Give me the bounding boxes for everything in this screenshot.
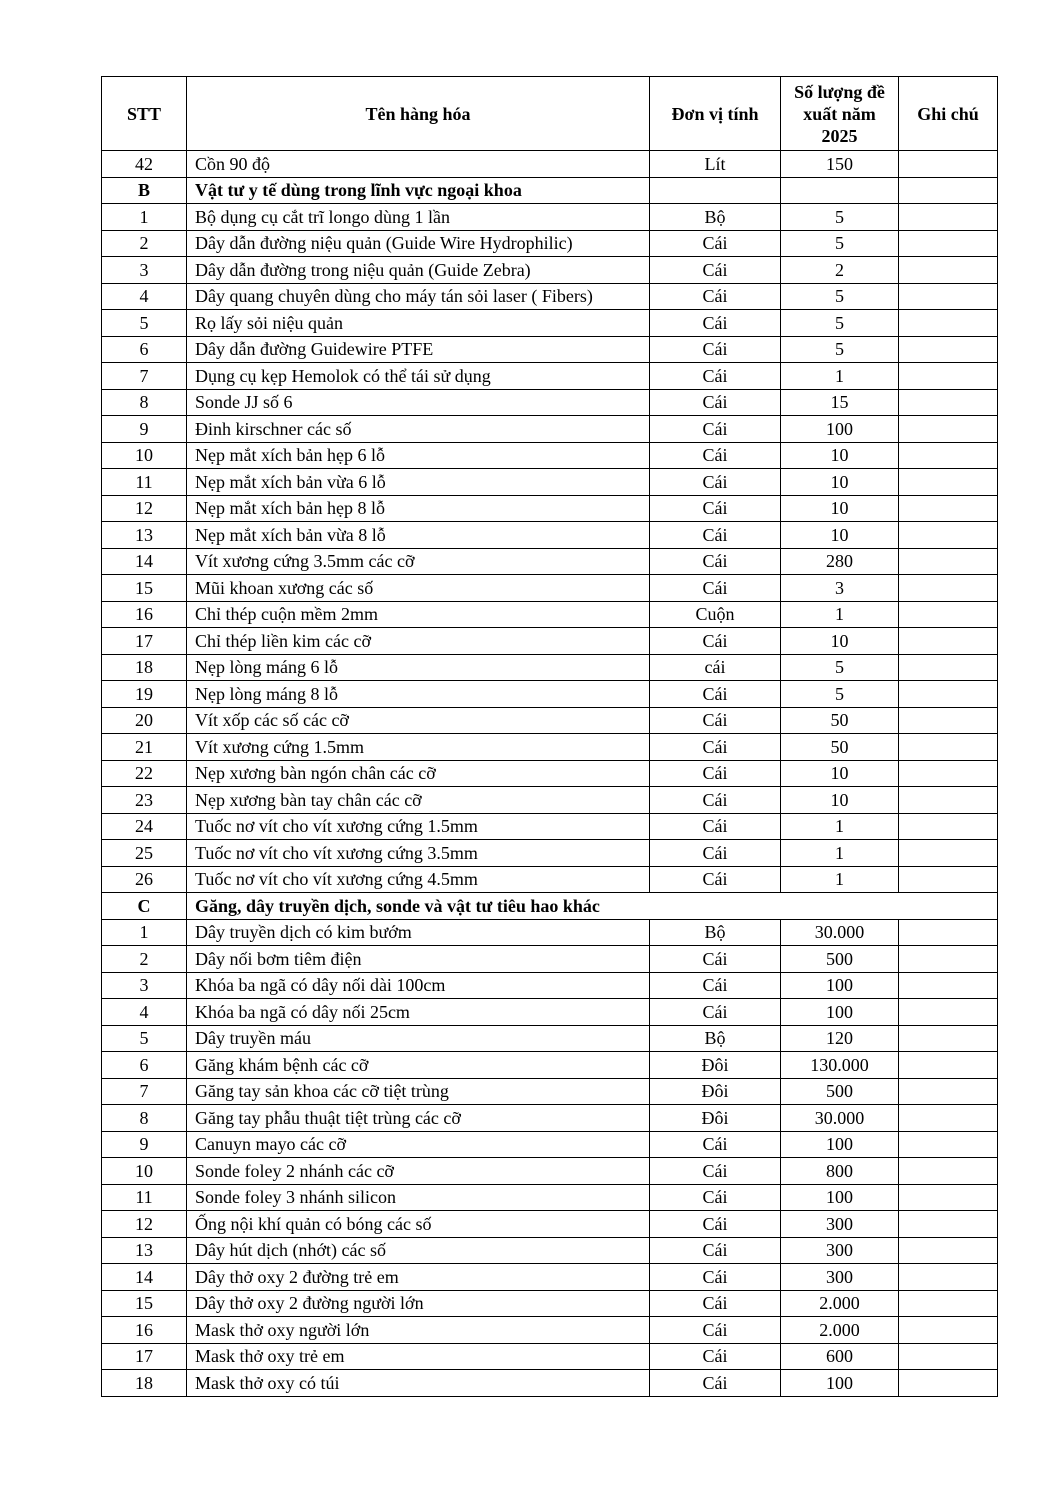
cell-unit: Cái (650, 946, 781, 973)
table-row (102, 601, 998, 628)
section-code: B (102, 177, 187, 204)
cell-name: Khóa ba ngã có dây nối dài 100cm (187, 972, 650, 999)
table-row (102, 681, 998, 708)
table-row (102, 1078, 998, 1105)
cell-note (899, 336, 998, 363)
cell-unit: Cái (650, 866, 781, 893)
cell-stt: 20 (102, 707, 187, 734)
cell-name: Găng khám bệnh các cỡ (187, 1052, 650, 1079)
cell-stt: 26 (102, 866, 187, 893)
cell-note (899, 1105, 998, 1132)
cell-name: Tuốc nơ vít cho vít xương cứng 4.5mm (187, 866, 650, 893)
cell-name: Vít xốp các số các cỡ (187, 707, 650, 734)
cell-qty: 5 (781, 654, 899, 681)
cell-stt: 18 (102, 654, 187, 681)
cell-unit: Cái (650, 1343, 781, 1370)
table-row (102, 919, 998, 946)
cell-stt: 15 (102, 1290, 187, 1317)
cell-stt: 6 (102, 336, 187, 363)
cell-stt: 11 (102, 1184, 187, 1211)
cell-unit: Bộ (650, 1025, 781, 1052)
table-header-row (102, 77, 998, 151)
cell-note (899, 1290, 998, 1317)
cell-name: Vít xương cứng 1.5mm (187, 734, 650, 761)
cell-name: Chỉ thép liền kim các cỡ (187, 628, 650, 655)
cell-unit: Cái (650, 628, 781, 655)
cell-qty: 300 (781, 1237, 899, 1264)
cell-note (899, 1264, 998, 1291)
cell-name: Nẹp xương bàn tay chân các cỡ (187, 787, 650, 814)
cell-unit: Cái (650, 1264, 781, 1291)
cell-qty: 1 (781, 363, 899, 390)
cell-qty: 2.000 (781, 1317, 899, 1344)
cell-stt: 23 (102, 787, 187, 814)
cell-qty: 10 (781, 628, 899, 655)
cell-qty: 5 (781, 310, 899, 337)
cell-unit: Đôi (650, 1105, 781, 1132)
cell-unit: Cái (650, 469, 781, 496)
cell-name: Nẹp xương bàn ngón chân các cỡ (187, 760, 650, 787)
cell-unit: Cái (650, 1290, 781, 1317)
cell-name: Dây hút dịch (nhớt) các số (187, 1237, 650, 1264)
cell-qty: 5 (781, 204, 899, 231)
cell-stt: 22 (102, 760, 187, 787)
cell-qty: 100 (781, 999, 899, 1026)
cell-note (899, 972, 998, 999)
table-row (102, 389, 998, 416)
cell-stt: 14 (102, 548, 187, 575)
cell-note (899, 442, 998, 469)
cell-unit: Cuộn (650, 601, 781, 628)
cell-stt: 8 (102, 1105, 187, 1132)
cell-note (899, 813, 998, 840)
cell-unit: Cái (650, 548, 781, 575)
cell-qty: 5 (781, 283, 899, 310)
cell-name: Dây dẫn đường trong niệu quản (Guide Zebra) (187, 257, 650, 284)
cell-qty: 100 (781, 972, 899, 999)
cell-qty: 10 (781, 787, 899, 814)
cell-qty: 1 (781, 813, 899, 840)
cell-note (899, 204, 998, 231)
section-empty-note (899, 177, 998, 204)
header-stt: STT (102, 77, 187, 151)
cell-note (899, 787, 998, 814)
cell-unit: Cái (650, 1158, 781, 1185)
cell-note (899, 734, 998, 761)
cell-stt: 3 (102, 257, 187, 284)
cell-note (899, 416, 998, 443)
cell-note (899, 1158, 998, 1185)
cell-qty: 50 (781, 707, 899, 734)
cell-unit: Cái (650, 283, 781, 310)
cell-qty: 5 (781, 230, 899, 257)
cell-qty: 1 (781, 866, 899, 893)
cell-note (899, 654, 998, 681)
cell-qty: 100 (781, 1131, 899, 1158)
cell-stt: 1 (102, 204, 187, 231)
table-row (102, 654, 998, 681)
table-row (102, 1211, 998, 1238)
cell-stt: 9 (102, 1131, 187, 1158)
cell-name: Dây thở oxy 2 đường người lớn (187, 1290, 650, 1317)
cell-note (899, 257, 998, 284)
cell-unit: Cái (650, 1184, 781, 1211)
table-row (102, 707, 998, 734)
cell-note (899, 1052, 998, 1079)
cell-qty: 5 (781, 336, 899, 363)
section-empty-unit (650, 177, 781, 204)
cell-stt: 18 (102, 1370, 187, 1397)
cell-stt: 10 (102, 442, 187, 469)
cell-note (899, 999, 998, 1026)
table-row (102, 1290, 998, 1317)
cell-name: Găng tay sản khoa các cỡ tiệt trùng (187, 1078, 650, 1105)
cell-name: Dây nối bơm tiêm điện (187, 946, 650, 973)
table-row (102, 972, 998, 999)
supply-table (101, 76, 998, 1397)
cell-qty: 10 (781, 760, 899, 787)
header-unit: Đơn vị tính (650, 77, 781, 151)
cell-note (899, 1370, 998, 1397)
cell-qty: 10 (781, 495, 899, 522)
section-title: Găng, dây truyền dịch, sonde và vật tư tiêu hao khác (187, 893, 998, 920)
table-row (102, 866, 998, 893)
cell-note (899, 1343, 998, 1370)
table-row (102, 1131, 998, 1158)
cell-stt: 7 (102, 363, 187, 390)
cell-name: Dây quang chuyên dùng cho máy tán sỏi laser ( Fibers) (187, 283, 650, 310)
cell-stt: 5 (102, 1025, 187, 1052)
cell-unit: Cái (650, 442, 781, 469)
cell-stt: 10 (102, 1158, 187, 1185)
cell-stt: 13 (102, 1237, 187, 1264)
cell-note (899, 1025, 998, 1052)
table-row (102, 522, 998, 549)
cell-unit: Đôi (650, 1078, 781, 1105)
cell-stt: 19 (102, 681, 187, 708)
table-row (102, 1105, 998, 1132)
cell-unit: Cái (650, 495, 781, 522)
cell-unit: Cái (650, 522, 781, 549)
table-row (102, 999, 998, 1026)
table-row (102, 1370, 998, 1397)
cell-unit: Cái (650, 1211, 781, 1238)
table-row (102, 363, 998, 390)
table-row (102, 1237, 998, 1264)
cell-note (899, 310, 998, 337)
header-qty: Số lượng đề xuất năm 2025 (781, 77, 899, 151)
cell-name: Mask thở oxy có túi (187, 1370, 650, 1397)
cell-qty: 120 (781, 1025, 899, 1052)
cell-unit: Cái (650, 336, 781, 363)
cell-note (899, 1078, 998, 1105)
table-row (102, 1343, 998, 1370)
cell-name: Tuốc nơ vít cho vít xương cứng 3.5mm (187, 840, 650, 867)
table-row (102, 840, 998, 867)
cell-qty: 5 (781, 681, 899, 708)
cell-stt: 2 (102, 946, 187, 973)
section-empty-qty (781, 177, 899, 204)
cell-name: Sonde foley 2 nhánh các cỡ (187, 1158, 650, 1185)
cell-note (899, 522, 998, 549)
table-row (102, 760, 998, 787)
cell-note (899, 389, 998, 416)
cell-stt: 9 (102, 416, 187, 443)
table-row (102, 204, 998, 231)
cell-qty: 15 (781, 389, 899, 416)
table-row (102, 1025, 998, 1052)
cell-name: Nẹp lòng máng 8 lỗ (187, 681, 650, 708)
section-code: C (102, 893, 187, 920)
cell-unit: Cái (650, 787, 781, 814)
table-row (102, 1317, 998, 1344)
table-row (102, 230, 998, 257)
cell-name: Mũi khoan xương các số (187, 575, 650, 602)
cell-name: Cồn 90 độ (187, 151, 650, 178)
cell-note (899, 495, 998, 522)
cell-note (899, 681, 998, 708)
table-row (102, 1264, 998, 1291)
cell-qty: 100 (781, 416, 899, 443)
table-row (102, 336, 998, 363)
cell-stt: 21 (102, 734, 187, 761)
cell-stt: 16 (102, 1317, 187, 1344)
cell-unit: Cái (650, 1317, 781, 1344)
cell-stt: 2 (102, 230, 187, 257)
cell-name: Dụng cụ kẹp Hemolok có thể tái sử dụng (187, 363, 650, 390)
table-row (102, 946, 998, 973)
table-row (102, 628, 998, 655)
cell-stt: 25 (102, 840, 187, 867)
header-note: Ghi chú (899, 77, 998, 151)
cell-stt: 14 (102, 1264, 187, 1291)
section-row (102, 177, 998, 204)
cell-unit: Cái (650, 840, 781, 867)
cell-note (899, 230, 998, 257)
cell-unit: Lít (650, 151, 781, 178)
cell-qty: 10 (781, 469, 899, 496)
cell-unit: Cái (650, 230, 781, 257)
cell-qty: 1 (781, 840, 899, 867)
cell-name: Mask thở oxy trẻ em (187, 1343, 650, 1370)
cell-unit: Bộ (650, 919, 781, 946)
cell-note (899, 469, 998, 496)
cell-name: Găng tay phẫu thuật tiệt trùng các cỡ (187, 1105, 650, 1132)
cell-name: Sonde foley 3 nhánh silicon (187, 1184, 650, 1211)
cell-stt: 17 (102, 1343, 187, 1370)
table-row (102, 495, 998, 522)
section-row (102, 893, 998, 920)
cell-name: Dây truyền máu (187, 1025, 650, 1052)
cell-note (899, 151, 998, 178)
table-row (102, 310, 998, 337)
section-title: Vật tư y tế dùng trong lĩnh vực ngoại khoa (187, 177, 650, 204)
cell-qty: 2.000 (781, 1290, 899, 1317)
cell-qty: 10 (781, 442, 899, 469)
cell-qty: 2 (781, 257, 899, 284)
cell-qty: 3 (781, 575, 899, 602)
table-row (102, 575, 998, 602)
cell-stt: 5 (102, 310, 187, 337)
table-row (102, 442, 998, 469)
cell-unit: Bộ (650, 204, 781, 231)
table-row (102, 416, 998, 443)
cell-stt: 17 (102, 628, 187, 655)
cell-name: Chỉ thép cuộn mềm 2mm (187, 601, 650, 628)
cell-stt: 15 (102, 575, 187, 602)
cell-stt: 12 (102, 495, 187, 522)
cell-note (899, 575, 998, 602)
cell-qty: 50 (781, 734, 899, 761)
cell-unit: Cái (650, 707, 781, 734)
cell-qty: 10 (781, 522, 899, 549)
cell-stt: 13 (102, 522, 187, 549)
cell-stt: 1 (102, 919, 187, 946)
cell-qty: 800 (781, 1158, 899, 1185)
cell-qty: 300 (781, 1264, 899, 1291)
cell-note (899, 283, 998, 310)
cell-note (899, 760, 998, 787)
cell-qty: 500 (781, 946, 899, 973)
table-row (102, 787, 998, 814)
table-row (102, 469, 998, 496)
cell-unit: Đôi (650, 1052, 781, 1079)
cell-note (899, 1184, 998, 1211)
cell-qty: 130.000 (781, 1052, 899, 1079)
cell-note (899, 601, 998, 628)
cell-name: Khóa ba ngã có dây nối 25cm (187, 999, 650, 1026)
cell-unit: Cái (650, 813, 781, 840)
cell-name: Đinh kirschner các số (187, 416, 650, 443)
cell-qty: 280 (781, 548, 899, 575)
table-row (102, 1158, 998, 1185)
cell-stt: 4 (102, 999, 187, 1026)
cell-name: Rọ lấy sỏi niệu quản (187, 310, 650, 337)
cell-note (899, 919, 998, 946)
cell-stt: 3 (102, 972, 187, 999)
cell-note (899, 1131, 998, 1158)
cell-note (899, 1237, 998, 1264)
table-body (102, 151, 998, 1397)
cell-qty: 500 (781, 1078, 899, 1105)
cell-name: Dây thở oxy 2 đường trẻ em (187, 1264, 650, 1291)
cell-note (899, 866, 998, 893)
cell-note (899, 548, 998, 575)
cell-unit: Cái (650, 575, 781, 602)
cell-qty: 100 (781, 1184, 899, 1211)
table-row (102, 1052, 998, 1079)
cell-unit: Cái (650, 1131, 781, 1158)
cell-name: Mask thở oxy người lớn (187, 1317, 650, 1344)
cell-name: Dây dẫn đường niệu quản (Guide Wire Hydrophilic) (187, 230, 650, 257)
table-row (102, 1184, 998, 1211)
table-row (102, 548, 998, 575)
cell-name: Nẹp mắt xích bản vừa 6 lỗ (187, 469, 650, 496)
cell-stt: 6 (102, 1052, 187, 1079)
table-row (102, 813, 998, 840)
cell-stt: 4 (102, 283, 187, 310)
cell-name: Canuyn mayo các cỡ (187, 1131, 650, 1158)
cell-unit: Cái (650, 416, 781, 443)
cell-unit: Cái (650, 1237, 781, 1264)
cell-qty: 300 (781, 1211, 899, 1238)
cell-unit: Cái (650, 681, 781, 708)
cell-note (899, 363, 998, 390)
cell-unit: Cái (650, 310, 781, 337)
cell-stt: 16 (102, 601, 187, 628)
cell-note (899, 946, 998, 973)
cell-stt: 42 (102, 151, 187, 178)
cell-unit: cái (650, 654, 781, 681)
cell-unit: Cái (650, 999, 781, 1026)
cell-note (899, 707, 998, 734)
cell-qty: 100 (781, 1370, 899, 1397)
cell-unit: Cái (650, 760, 781, 787)
cell-qty: 150 (781, 151, 899, 178)
table-row (102, 151, 998, 178)
cell-name: Sonde JJ số 6 (187, 389, 650, 416)
cell-name: Dây dẫn đường Guidewire PTFE (187, 336, 650, 363)
cell-stt: 12 (102, 1211, 187, 1238)
cell-stt: 7 (102, 1078, 187, 1105)
table-row (102, 734, 998, 761)
cell-unit: Cái (650, 1370, 781, 1397)
cell-note (899, 628, 998, 655)
cell-unit: Cái (650, 363, 781, 390)
cell-name: Nẹp mắt xích bản hẹp 8 lỗ (187, 495, 650, 522)
table-row (102, 257, 998, 284)
cell-unit: Cái (650, 972, 781, 999)
cell-unit: Cái (650, 257, 781, 284)
cell-note (899, 1211, 998, 1238)
header-name: Tên hàng hóa (187, 77, 650, 151)
cell-qty: 30.000 (781, 919, 899, 946)
cell-name: Nẹp lòng máng 6 lỗ (187, 654, 650, 681)
cell-stt: 8 (102, 389, 187, 416)
cell-qty: 1 (781, 601, 899, 628)
table-row (102, 283, 998, 310)
cell-stt: 24 (102, 813, 187, 840)
cell-name: Vít xương cứng 3.5mm các cỡ (187, 548, 650, 575)
cell-qty: 30.000 (781, 1105, 899, 1132)
cell-stt: 11 (102, 469, 187, 496)
cell-qty: 600 (781, 1343, 899, 1370)
cell-name: Nẹp mắt xích bản vừa 8 lỗ (187, 522, 650, 549)
cell-name: Dây truyền dịch có kim bướm (187, 919, 650, 946)
cell-name: Tuốc nơ vít cho vít xương cứng 1.5mm (187, 813, 650, 840)
cell-note (899, 840, 998, 867)
cell-unit: Cái (650, 734, 781, 761)
cell-name: Ống nội khí quản có bóng các số (187, 1211, 650, 1238)
cell-name: Bộ dụng cụ cắt trĩ longo dùng 1 lần (187, 204, 650, 231)
cell-note (899, 1317, 998, 1344)
cell-name: Nẹp mắt xích bản hẹp 6 lỗ (187, 442, 650, 469)
cell-unit: Cái (650, 389, 781, 416)
